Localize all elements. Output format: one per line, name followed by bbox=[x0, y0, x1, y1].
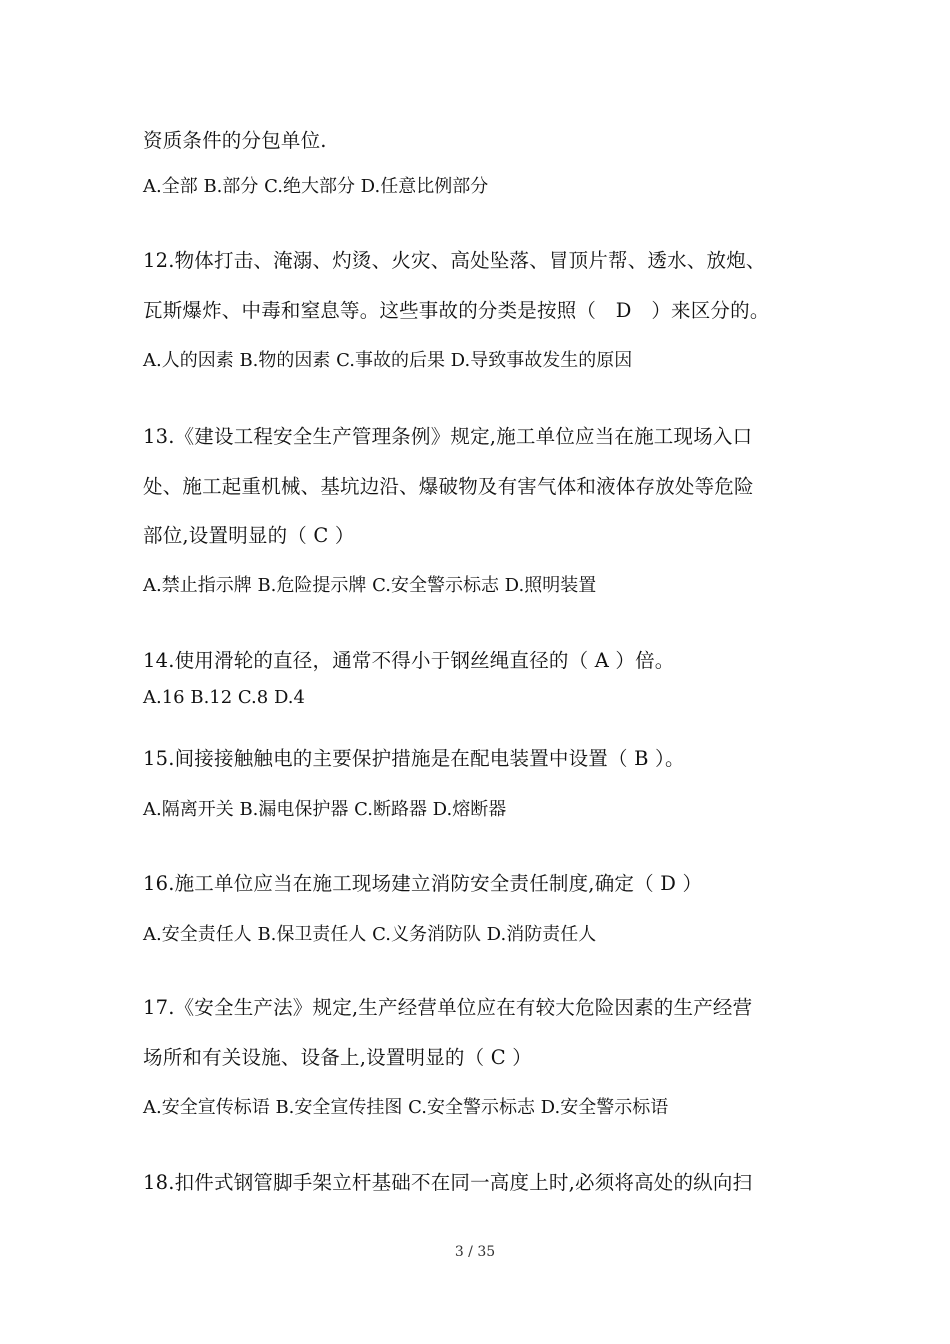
answer-options: A.安全宣传标语 B.安全宣传挂图 C.安全警示标志 D.安全警示标语 bbox=[143, 1097, 669, 1118]
question-text: 16.施工单位应当在施工现场建立消防安全责任制度,确定（ D ） bbox=[143, 872, 703, 895]
answer-options: A.16 B.12 C.8 D.4 bbox=[143, 687, 305, 708]
question-text: 12.物体打击、淹溺、灼烫、火灾、高处坠落、冒顶片帮、透水、放炮、 bbox=[143, 249, 766, 272]
answer-options: A.全部 B.部分 C.绝大部分 D.任意比例部分 bbox=[143, 176, 489, 197]
question-text: 部位,设置明显的（ C ） bbox=[143, 524, 355, 547]
question-text: 14.使用滑轮的直径，通常不得小于钢丝绳直径的（ A ）倍。 bbox=[143, 649, 675, 672]
question-text: 18.扣件式钢管脚手架立杆基础不在同一高度上时,必须将高处的纵向扫 bbox=[143, 1171, 753, 1194]
question-text: 处、施工起重机械、基坑边沿、爆破物及有害气体和液体存放处等危险 bbox=[143, 475, 754, 498]
question-text: 瓦斯爆炸、中毒和窒息等。这些事故的分类是按照（ D ）来区分的。 bbox=[143, 299, 770, 322]
text-line: 资质条件的分包单位. bbox=[143, 129, 327, 152]
question-text: 15.间接接触触电的主要保护措施是在配电装置中设置（ B ）。 bbox=[143, 747, 685, 770]
answer-options: A.禁止指示牌 B.危险提示牌 C.安全警示标志 D.照明装置 bbox=[143, 575, 597, 596]
question-text: 场所和有关设施、设备上,设置明显的（ C ） bbox=[143, 1046, 532, 1069]
question-text: 17.《安全生产法》规定,生产经营单位应在有较大危险因素的生产经营 bbox=[143, 996, 753, 1019]
answer-options: A.人的因素 B.物的因素 C.事故的后果 D.导致事故发生的原因 bbox=[143, 350, 633, 371]
question-text: 13.《建设工程安全生产管理条例》规定,施工单位应当在施工现场入口 bbox=[143, 425, 753, 448]
answer-options: A.安全责任人 B.保卫责任人 C.义务消防队 D.消防责任人 bbox=[143, 924, 597, 945]
page-number: 3 / 35 bbox=[454, 1244, 496, 1260]
answer-options: A.隔离开关 B.漏电保护器 C.断路器 D.熔断器 bbox=[143, 799, 507, 820]
